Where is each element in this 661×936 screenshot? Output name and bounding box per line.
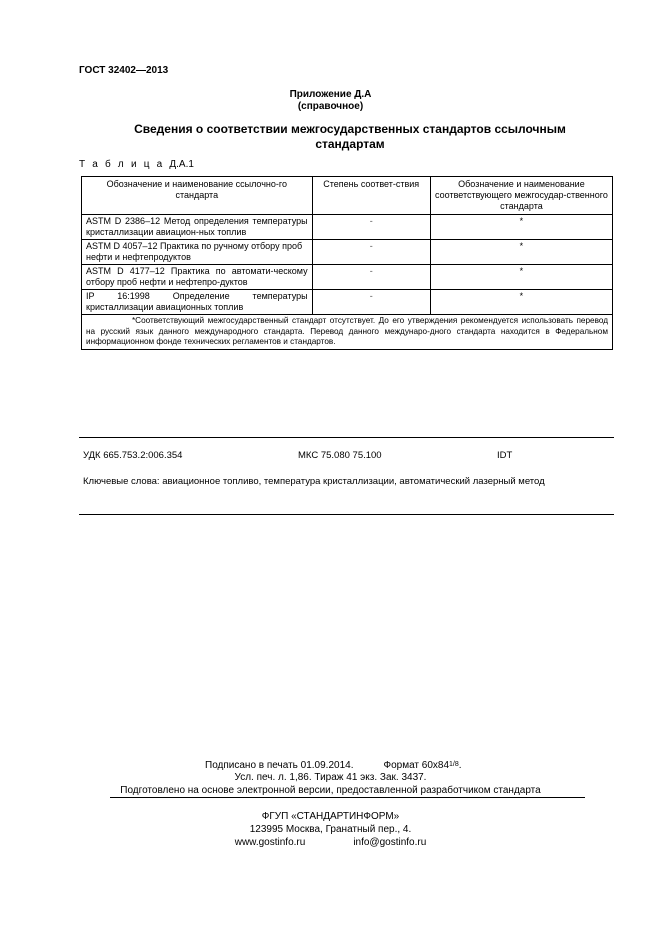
national-cell: * [430,290,612,315]
publisher-contacts [0,836,661,849]
imprint-underline [110,797,585,798]
national-cell: * [430,265,612,290]
imprint-line-1: Подписано в печать 01.09.2014. Формат $60x84^{1/8}$. [205,760,462,771]
table-row [82,215,613,240]
table-footnote-row [82,315,613,350]
table-footnote-text: *Соответствующий межгосударственный стандарт отсутствует. До его утверждения рекомендуется использовать перевод на русский язык данного международного стандарта. Перевод данного междунаро-дного стандарта находится в Федеральном информационном фонде технических регламентов и стандартов. [86,316,608,347]
document-code: ГОСТ 32402—2013 [79,65,169,76]
reference-cell: ASTM D 4177–12 Практика по автомати-ческому отбору проб нефти и нефтепро-дуктов [82,265,313,290]
table-footnote [82,315,613,350]
national-cell: * [430,240,612,265]
reference-cell: ASTM D 2386–12 Метод определения температуры кристаллизации авиацион-ных топлив [82,215,313,240]
national-cell: * [430,215,612,240]
divider-bottom [79,514,614,515]
degree-cell: - [312,290,430,315]
mks-code: МКС 75.080 75.100 [298,450,382,461]
reference-cell: IP 16:1998 Определение температуры кристаллизации авиационных топлив [82,290,313,315]
degree-cell: - [312,215,430,240]
publisher-website[interactable]: www.gostinfo.ru [234,837,306,848]
idt-mark: IDT [497,450,513,461]
appendix-subtitle: (справочное) [297,101,364,112]
table-number: Д.А.1 [169,159,194,170]
column-header-reference: Обозначение и наименование ссылочно-го стандарта [82,177,313,215]
keywords: Ключевые слова: авиационное топливо, температура кристаллизации, автоматический лазерный метод [83,476,545,487]
reference-cell: ASTM D 4057–12 Практика по ручному отбору проб нефти и нефтепродуктов [82,240,313,265]
udc-code: УДК 665.753.2:006.354 [83,450,183,461]
appendix-title: Приложение Д.А [289,89,372,100]
imprint-line-3: Подготовлено на основе электронной версии, предоставленной разработчиком стандарта [120,785,541,796]
degree-cell: - [312,265,430,290]
format-fraction: 1/8 [449,761,459,768]
imprint-line-2: Усл. печ. л. 1,86. Тираж 41 экз. Зак. 3437. [234,772,427,783]
degree-cell: - [312,240,430,265]
table-row [82,240,613,265]
table-header-row [82,177,613,215]
table-label-word: Т а б л и ц а [79,159,165,170]
table-label [79,159,194,170]
format-label: Формат 60x84 [383,760,450,771]
divider-top [79,437,614,438]
column-header-national: Обозначение и наименование соответствующего межгосудар-ственного стандарта [430,177,612,215]
publisher-name: ФГУП «СТАНДАРТИНФОРМ» [261,811,400,822]
publisher-email[interactable]: info@gostinfo.ru [353,837,427,848]
appendix-heading: Сведения о соответствии межгосударственных стандартов ссылочным стандартам [134,122,566,151]
standards-table [81,176,613,350]
publisher-address: 123995 Москва, Гранатный пер., 4. [249,824,412,835]
column-header-degree: Степень соответ-ствия [312,177,430,215]
table-row [82,290,613,315]
table-row [82,265,613,290]
signed-date: Подписано в печать 01.09.2014. [205,760,354,771]
